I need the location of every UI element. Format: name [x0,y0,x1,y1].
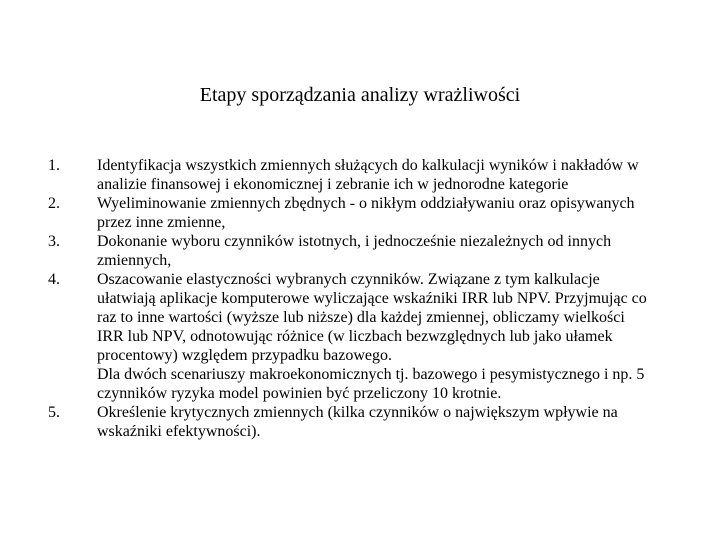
step-text [97,270,648,403]
step-item-5 [48,403,648,441]
step-number: 3. [48,233,60,250]
step-paragraph: Wyeliminowanie zmiennych zbędnych - o nikłym oddziaływaniu oraz opisywanych przez inne zmienne, [97,195,635,231]
step-text [97,156,648,194]
step-paragraph: Dokonanie wyboru czynników istotnych, i jednocześnie niezależnych od innych zmiennych, [97,233,612,269]
slide-title: Etapy sporządzania analizy wrażliwości [199,84,521,106]
step-paragraph: Oszacowanie elastyczności wybranych czynników. Związane z tym kalkulacje ułatwiają aplikacje komputerowe wyliczające wskaźniki IRR lub NPV. Przyjmując co raz to inne wartości (wyższe lub niższe) dla każdej zmiennej, obliczamy wielkości IRR lub NPV, odnotowując różnice (w liczbach bezwzględnych lub jako ułamek procentowy) względem przypadku bazowego. [97,271,647,364]
steps-list [48,156,648,441]
step-paragraph: Określenie krytycznych zmiennych (kilka czynników o największym wpływie na wskaźniki efektywności). [97,404,618,440]
step-item-4 [48,270,648,403]
step-paragraph: Identyfikacja wszystkich zmiennych służących do kalkulacji wyników i nakładów w analizie finansowej i ekonomicznej i zebranie ich w jednorodne kategorie [97,157,639,193]
step-number: 4. [48,271,60,288]
step-number: 2. [48,195,60,212]
step-item-3 [48,232,648,270]
step-item-1 [48,156,648,194]
step-text [97,403,648,441]
step-text [97,194,648,232]
step-text [97,232,648,270]
step-number: 1. [48,157,60,174]
step-paragraph: Dla dwóch scenariuszy makroekonomicznych tj. bazowego i pesymistycznego i np. 5 czynników ryzyka model powinien być przeliczony 10 krotnie. [97,366,645,402]
step-item-2 [48,194,648,232]
step-number: 5. [48,404,60,421]
